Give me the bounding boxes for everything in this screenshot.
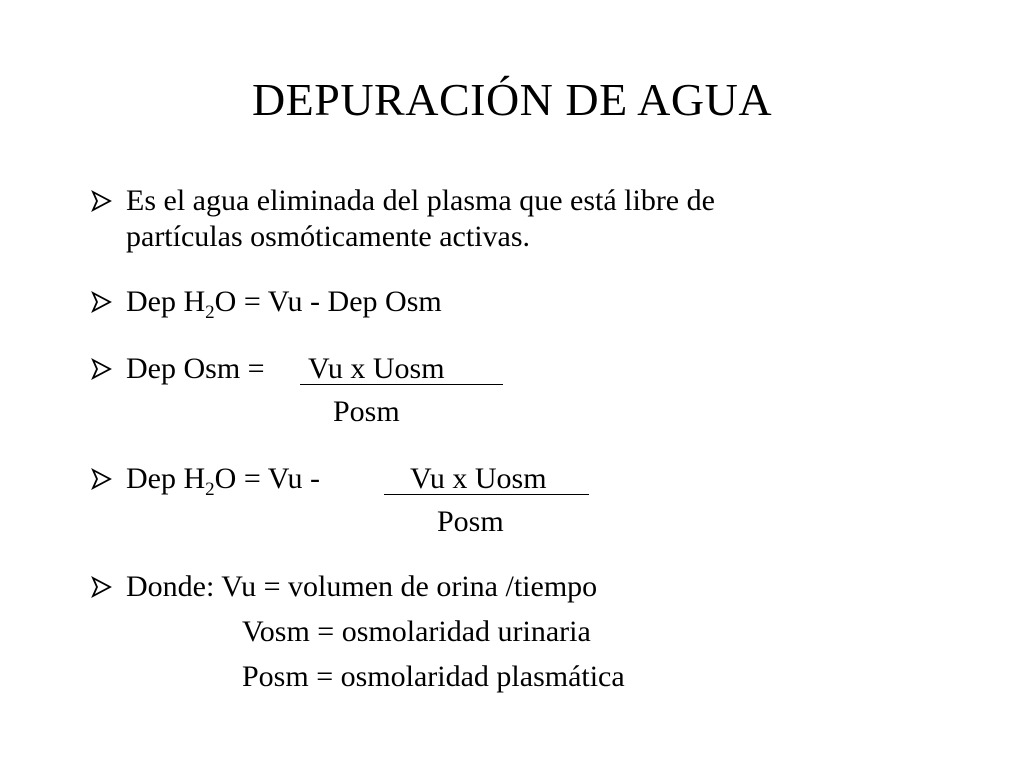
fraction-numerator: Vu x Uosm: [410, 462, 547, 495]
arrowhead-bullet-icon: [90, 291, 112, 313]
definition-line-2: partículas osmóticamente activas.: [126, 220, 531, 253]
legend-posm: Posm = osmolaridad plasmática: [242, 660, 625, 693]
subscript: 2: [205, 302, 215, 323]
subscript: 2: [205, 479, 215, 500]
fraction-bar: [300, 384, 503, 385]
formula-text: O = Vu - Dep Osm: [214, 285, 442, 318]
legend-vu: Donde: Vu = volumen de orina /tiempo: [126, 570, 598, 603]
arrowhead-bullet-icon: [90, 468, 112, 490]
definition-line-1: Es el agua eliminada del plasma que está libre de: [126, 184, 715, 217]
fraction-denominator: Posm: [437, 505, 504, 538]
fraction-numerator: Vu x Uosm: [308, 352, 445, 385]
legend-vosm: Vosm = osmolaridad urinaria: [242, 615, 591, 648]
formula-dep-osm-lhs: Dep Osm =: [126, 352, 265, 385]
arrowhead-bullet-icon: [90, 358, 112, 380]
fraction-denominator: Posm: [333, 395, 400, 428]
fraction-bar: [384, 494, 589, 495]
slide-title: DEPURACIÓN DE AGUA: [251, 74, 773, 125]
formula-dep-h2o: [126, 284, 442, 323]
arrowhead-bullet-icon: [90, 576, 112, 598]
formula-dep-h2o-expanded: [126, 461, 321, 500]
formula-text: O = Vu -: [214, 462, 321, 495]
arrowhead-bullet-icon: [90, 190, 112, 212]
formula-text: Dep H: [126, 462, 206, 495]
formula-text: Dep H: [126, 285, 206, 318]
